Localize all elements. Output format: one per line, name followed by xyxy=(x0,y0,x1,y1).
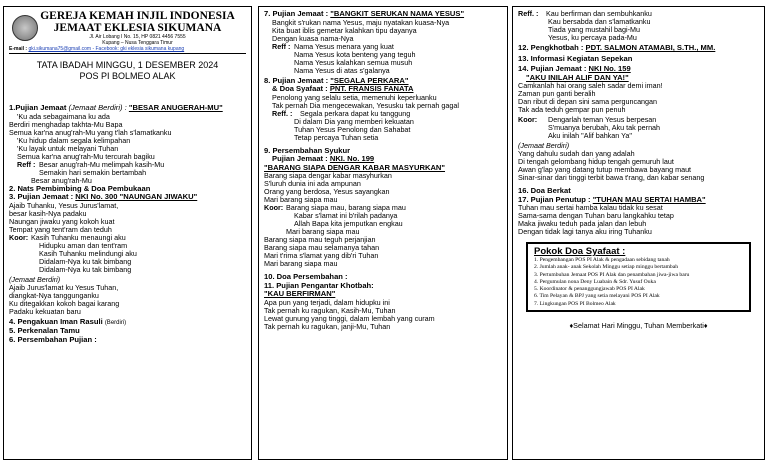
s11-line: Apa pun yang terjadi, dalam hidupku ini xyxy=(264,297,390,307)
s3-line2: Ajaib Jurus'lamat ku Yesus Tuhan, xyxy=(9,282,119,292)
s8-reff-line: Tetap percaya Tuhan setia xyxy=(294,132,379,142)
section-9-sub: Pujian Jemaat : NKI. No. 199 xyxy=(272,154,375,163)
prayer-box-title: Pokok Doa Syafaat : xyxy=(534,246,626,257)
s1-reff-line: Semakin hari semakin bertambah xyxy=(39,167,147,177)
s14-line2: Yang dahulu sudah dan yang adalah xyxy=(518,149,635,158)
s9-koor-line: Mari barang siapa mau xyxy=(286,227,360,236)
s3-line: Tempat yang tent'ram dan teduh xyxy=(9,224,112,234)
s3-line: besar kasih-Nya padaku xyxy=(9,208,87,218)
s7-line: Kita buat iblis gemetar kalahkan tipu dayanya xyxy=(272,25,417,35)
closing-greeting: ♦Selamat Hari Minggu, Tuhan Memberkati♦ xyxy=(569,321,708,331)
section-2: 2. Nats Pembimbing & Doa Pembukaan xyxy=(9,183,151,193)
section-6: 6. Persembahan Pujian : xyxy=(9,334,97,344)
prayer-item: 2. Jumlah anak- anak Sekolah Minggu setiap minggu bertambah xyxy=(534,264,679,271)
section-11: 11. Pujian Pengantar Khotbah: xyxy=(264,280,374,290)
s3-note: (Jemaat Berdiri) xyxy=(9,274,61,284)
s14-line: Tak ada teduh gempar pun penuh xyxy=(518,105,626,114)
s1-reff: Reff : Besar anug'rah-Mu melimpah kasih-Mu xyxy=(17,159,165,169)
column-right xyxy=(512,6,765,460)
section-3: 3. Pujian Jemaat : NKI No. 300 "NAUNGAN JIWAKU" xyxy=(9,192,198,201)
s7-reff-line: Nama Yesus di atas s'galanya xyxy=(294,65,390,75)
s17-line: Tuhan mau sertai hamba kalau tidak ku sesat xyxy=(518,203,663,212)
s7-line: Bangkit s'rukan nama Yesus, maju nyatakan kuasa-Nya xyxy=(272,17,450,27)
s14-line: Dan ribut di depan sini sama perguncangan xyxy=(518,97,658,106)
email-line: E-mail : gki.sikumana75@gmail.com - Facebook: gki eklesia sikumana kupang xyxy=(9,46,185,52)
s7-reff-line: Nama Yesus kalahkan semua musuh xyxy=(294,57,413,67)
s9-koor-line: Allah Bapa kita jemputkan engkau xyxy=(294,219,403,228)
s3-line: Ajaib Tuhanku, Yesus Jurus'lamat, xyxy=(9,200,119,210)
s3-line2: diangkat-Nya tanggunganku xyxy=(9,290,99,300)
s9-song: "BARANG SIAPA DENGAR KABAR MASYURKAN" xyxy=(264,162,446,172)
s3-koor-line: Hidupku aman dan tent'ram xyxy=(39,240,128,250)
s8-reff-line: Di dalam Dia yang memberi kekuatan xyxy=(294,116,414,126)
service-title xyxy=(9,60,246,82)
s17-line: Maka jiwaku teduh pada jalan dan lebuh xyxy=(518,219,647,228)
s3-koor-line: Didalam-Nya ku tak bimbang xyxy=(39,256,132,266)
s14-koor: Koor: Dengarlah teman Yesus berpesan xyxy=(518,115,657,124)
address-line1: Jl. Air Lobang I No. 15, HP 0821 4456 7555 xyxy=(89,34,186,40)
s14-line: Zaman pun ganti beralih xyxy=(518,89,596,98)
prayer-item: 4. Pergumulan nona Deny Luabain & Sdr. Yusuf Ouka xyxy=(534,278,656,285)
s3-koor: Koor: Kasih Tuhanku menaungi aku xyxy=(9,232,126,242)
section-16: 16. Doa Berkat xyxy=(518,186,571,195)
s1-line: 'Ku layak untuk melayani Tuhan xyxy=(17,143,119,153)
divider xyxy=(9,53,246,54)
s8-line: Tak pernah Dia mengecewakan, Yesusku tak pernah gagal xyxy=(272,100,459,110)
section-1: 1.Pujian Jemaat (Jemaat Berdiri) : "BESAR ANUGERAH-MU" xyxy=(9,103,223,112)
s9-line2: Barang siapa mau teguh perjanjian xyxy=(264,235,376,244)
s11-reff: Reff. : Kau berfirman dan sembuhkanku xyxy=(518,9,652,18)
prayer-item: 7. Lingkungan POS PI Bolmeo Alak xyxy=(534,300,616,307)
s1-line: 'Ku hidup dalam segala kelimpahan xyxy=(17,135,131,145)
s14-koor-line: S'muanya berubah, Aku tak pernah xyxy=(548,123,661,132)
s17-line: Dengan tidak lagi tanya aku iring Tuhanku xyxy=(518,227,652,236)
s3-koor-line: Didalam-Nya ku tak bimbang xyxy=(39,264,132,274)
s11-line: Lewat gunung yang tinggi, dalam lembah yang curam xyxy=(264,313,435,323)
church-logo-icon xyxy=(12,15,38,41)
section-8: 8. Pujian Jemaat : "SEGALA PERKARA" xyxy=(264,75,409,85)
s1-line: Berdiri menghadap takhta-Mu Bapa xyxy=(9,119,123,129)
church-name-line1: GEREJA KEMAH INJIL INDONESIA xyxy=(40,10,235,22)
s14-koor-line: Aku inilah "Alif bahkan Ya" xyxy=(548,131,632,140)
section-13: 13. Informasi Kegiatan Sepekan xyxy=(518,53,633,63)
s14-line2: Di tengah gelombang hidup tengah gemuruh laut xyxy=(518,157,674,166)
column-left xyxy=(3,6,252,460)
s1-reff-line: Besar anug'rah-Mu xyxy=(31,175,92,185)
s3-koor-line: Kasih Tuhanku melindungi aku xyxy=(39,248,137,258)
s14-song: "AKU INILAH ALIF DAN YA!" xyxy=(526,72,629,82)
s1-line: Semua kar'na anug'rah-Mu tercurah bagiku xyxy=(17,151,155,161)
column-middle xyxy=(258,6,508,460)
prayer-item: 3. Pertumbuhan Jemaat POS PI Alak dan penambahan jiwa-jiwa baru xyxy=(534,271,690,278)
section-7: 7. Pujian Jemaat : "BANGKIT SERUKAN NAMA YESUS" xyxy=(264,9,465,18)
s8-reff-line: Tuhan Yesus Penolong dan Sahabat xyxy=(294,124,411,134)
s11-reff-line: Tiada yang mustahil bagi-Mu xyxy=(548,25,641,34)
s11-line: Tak pernah ku ragukan, janji-Mu, Tuhan xyxy=(264,321,391,331)
prayer-item: 1. Pengembangan POS PI Alak & pengadaan sebidang tanah xyxy=(534,257,670,263)
s8-line: Penolong yang selalu setia, memenuhi keperluanku xyxy=(272,92,437,102)
s14-line: Camkanlah hai orang saleh sadar demi iman! xyxy=(518,81,663,90)
s9-koor: Koor: Barang siapa mau, barang siapa mau xyxy=(264,203,406,212)
prayer-item: 6. Tim Pelayan & BPJ yang setia melayani POS PI Alak xyxy=(534,293,660,300)
s1-line: 'Ku ada sebagaimana ku ada xyxy=(17,111,110,121)
s3-line: Naungan jiwaku yang kokoh kuat xyxy=(9,216,115,226)
s9-line: Mari barang siapa mau xyxy=(264,195,338,204)
section-14: 14. Pujian Jemaat : NKI No. 159 xyxy=(518,64,631,73)
s11-song: "KAU BERFIRMAN" xyxy=(264,289,336,298)
church-header xyxy=(9,10,246,46)
prayer-box xyxy=(526,242,751,312)
s3-line2: Ku ditegakkan kokoh bagai karang xyxy=(9,298,120,308)
s14-note: (Jemaat Berdiri) xyxy=(518,141,570,150)
s7-line: Dengan kuasa nama-Nya xyxy=(272,33,354,43)
s11-reff-line: Yesus, ku percaya pada-Mu xyxy=(548,33,637,42)
service-title-line1: TATA IBADAH MINGGU, 1 DESEMBER 2024 xyxy=(36,60,219,70)
address-line2: Kupang – Nusa Tenggara Timur xyxy=(102,40,173,46)
section-5: 5. Perkenalan Tamu xyxy=(9,326,80,335)
s9-line: Orang yang berdosa, Yesus sayangkan xyxy=(264,187,390,196)
s14-line2: Sinar-sinar dari tinggi terbit bawa t'rang, dan kabar senang xyxy=(518,173,705,182)
section-9: 9. Persembahan Syukur xyxy=(264,145,351,155)
s9-line2: Mari barang siapa mau xyxy=(264,259,338,268)
section-17: 17. Pujian Penutup : "TUHAN MAU SERTAI HAMBA" xyxy=(518,194,706,204)
prayer-item: 5. Koordinator & penanggungjawab POS PI Alak xyxy=(534,286,645,293)
section-12: 12. Pengkhotbah : PDT. SALMON ATAMABI, S.TH., MM. xyxy=(518,43,716,52)
section-4: 4. Pengakuan Iman Rasuli (Berdiri) xyxy=(9,316,127,326)
s3-line2: Padaku kekuatan baru xyxy=(9,306,81,316)
s1-line: Semua kar'na anug'rah-Mu yang t'lah s'lamatkanku xyxy=(9,127,172,137)
s8-reff: Reff. : Segala perkara dapat ku tanggung xyxy=(272,108,411,118)
church-name-line2: JEMAAT EKLESIA SIKUMANA xyxy=(53,22,222,34)
s9-line: S'luruh dunia ini ada ampunan xyxy=(264,179,361,188)
s9-line2: Mari t'rima s'lamat yang dib'ri Tuhan xyxy=(264,251,379,260)
s7-reff-line: Nama Yesus kota benteng yang teguh xyxy=(294,49,416,59)
s11-reff-line: Kau bersabda dan s'lamatkanku xyxy=(548,17,651,26)
s17-line: Sama-sama dengan Tuhan baru langkahku tetap xyxy=(518,211,674,220)
service-title-line2: POS PI BOLMEO ALAK xyxy=(79,71,176,81)
s9-line2: Barang siapa mau selamanya tahan xyxy=(264,243,380,252)
section-8-sub: & Doa Syafaat : PNT. FRANSIS FANATA xyxy=(272,84,414,93)
s7-reff: Reff : Nama Yesus menara yang kuat xyxy=(272,41,394,51)
s9-koor-line: Kabar s'lamat ini b'rilah padanya xyxy=(294,211,398,220)
s11-line: Tak pernah ku ragukan, Kasih-Mu, Tuhan xyxy=(264,305,396,315)
email-link[interactable]: gki.sikumana75@gmail.com - Facebook: gki eklesia sikumana kupang xyxy=(28,46,185,52)
section-10: 10. Doa Persembahan : xyxy=(264,272,348,281)
s9-line: Barang siapa dengar kabar masyhurkan xyxy=(264,171,392,180)
s14-line2: Awan g'lap yang datang tutup membawa bayang maut xyxy=(518,165,692,174)
